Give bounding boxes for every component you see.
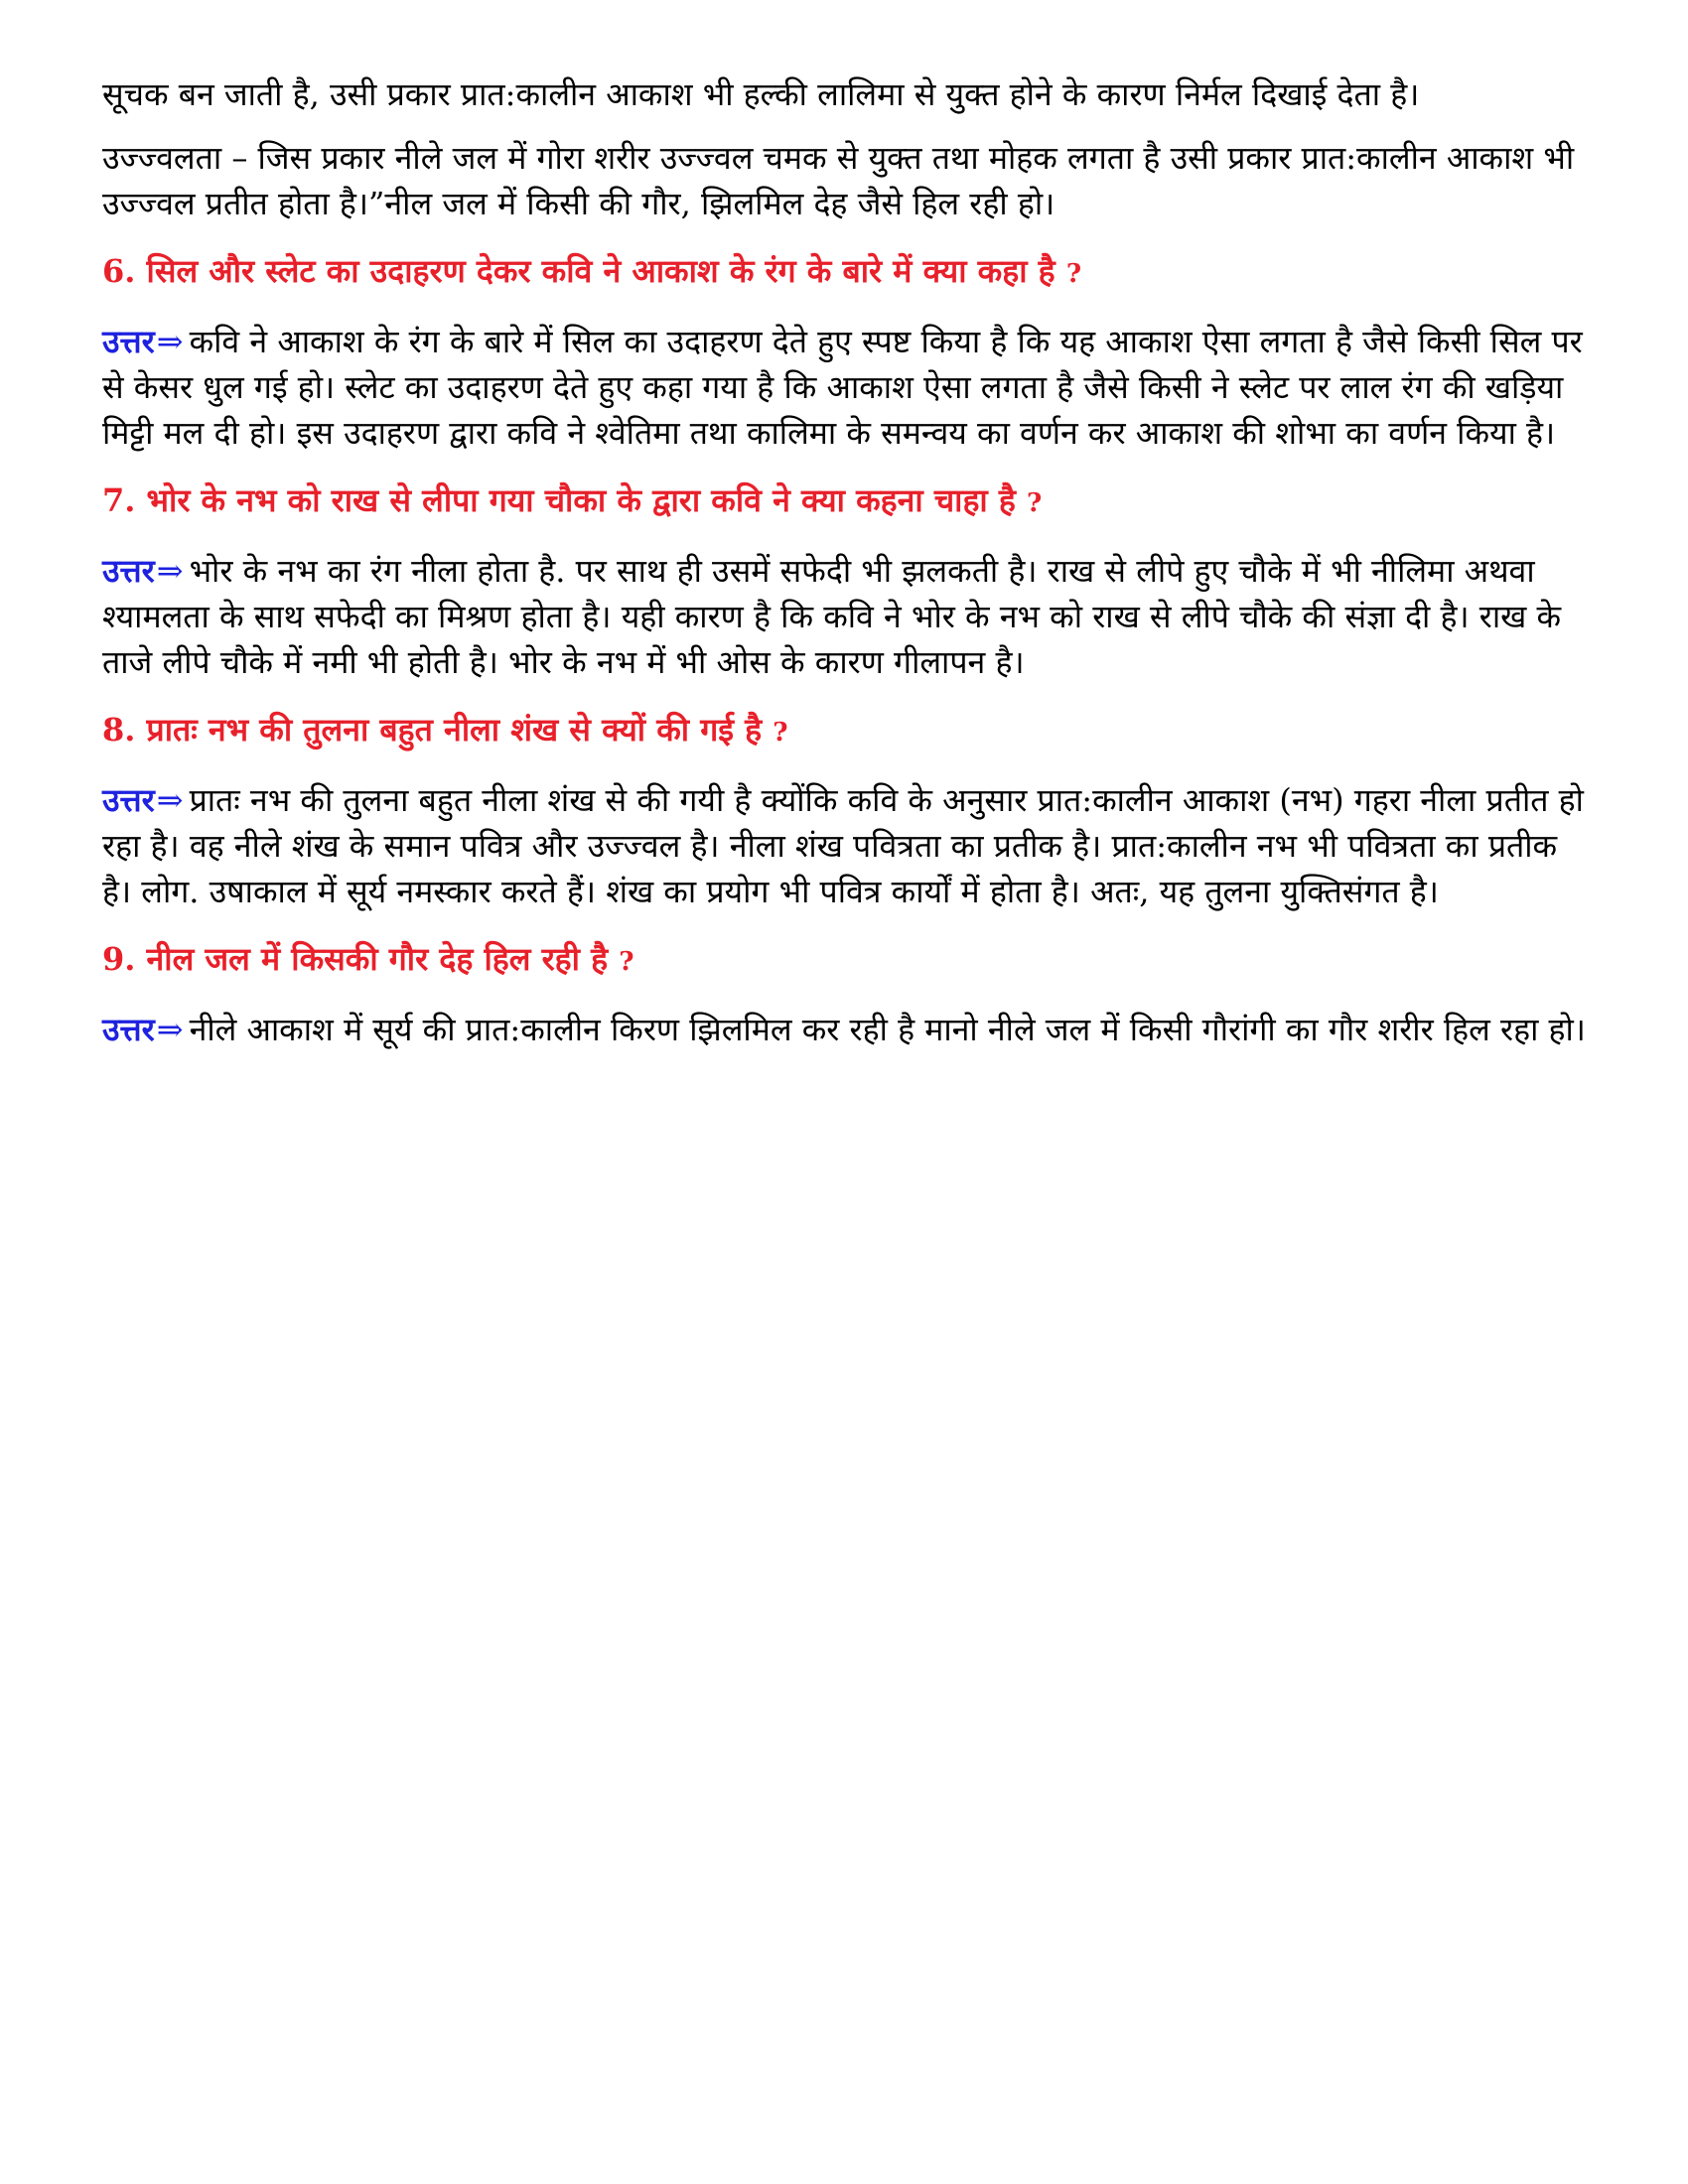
answer-8-text: प्रातः नभ की तुलना बहुत नीला शंख से की गयी है क्योंकि कवि के अनुसार प्रात:कालीन आकाश (नभ) गहरा नीला प्रतीत हो रहा है। वह नीले शंख के समान पवित्र और उज्ज्वल है। नीला शंख पवित्रता का प्रतीक है। प्रात:कालीन नभ भी पवित्रता का प्रतीक है। लोग. उषाकाल में सूर्य नमस्कार करते हैं। शंख का प्रयोग भी पवित्र कार्यों में होता है। अतः, यह तुलना युक्तिसंगत है। <box>102 781 1584 910</box>
answer-7-text: भोर के नभ का रंग नीला होता है. पर साथ ही उसमें सफेदी भी झलकती है। राख से लीपे हुए चौके में भी नीलिमा अथवा श्यामलता के साथ सफेदी का मिश्रण होता है। यही कारण है कि कवि ने भोर के नभ को राख से लीपे चौके की संज्ञा दी है। राख के ताजे लीपे चौके में नमी भी होती है। भोर के नभ में भी ओस के कारण गीलापन है। <box>102 552 1562 681</box>
answer-9 <box>102 1007 1592 1052</box>
question-7 <box>102 478 1592 526</box>
qa-block-9 <box>102 936 1592 1052</box>
question-6 <box>102 248 1592 297</box>
document-page <box>102 71 1592 1070</box>
question-9-text: 9. नील जल में किसकी गौर देह हिल रही है <box>102 940 609 978</box>
question-mark: ? <box>1027 488 1043 518</box>
question-mark: ? <box>773 718 788 748</box>
intro-paragraph-1: सूचक बन जाती है, उसी प्रकार प्रात:कालीन आकाश भी हल्की लालिमा से युक्त होने के कारण निर्मल दिखाई देता है। <box>102 75 1420 113</box>
answer-label: उत्तर <box>102 323 155 360</box>
answer-label: उत्तर <box>102 781 155 819</box>
question-8 <box>102 707 1592 755</box>
question-9 <box>102 936 1592 985</box>
qa-block-8 <box>102 707 1592 914</box>
question-mark: ? <box>619 947 634 977</box>
double-arrow-icon: ⇒ <box>156 323 184 360</box>
answer-7 <box>102 548 1592 685</box>
answer-6-text: कवि ने आकाश के रंग के बारे में सिल का उदाहरण देते हुए स्पष्ट किया है कि यह आकाश ऐसा लगता है जैसे किसी सिल पर से केसर धुल गई हो। स्लेट का उदाहरण देते हुए कहा गया है कि आकाश ऐसा लगता है जैसे किसी ने स्लेट पर लाल रंग की खड़िया मिट्टी मल दी हो। इस उदाहरण द्वारा कवि ने श्वेतिमा तथा कालिमा के समन्वय का वर्णन कर आकाश की शोभा का वर्णन किया है। <box>102 323 1583 452</box>
double-arrow-icon: ⇒ <box>156 781 184 819</box>
question-6-text: 6. सिल और स्लेट का उदाहरण देकर कवि ने आकाश के रंग के बारे में क्या कहा है <box>102 252 1055 290</box>
answer-9-text: नीले आकाश में सूर्य की प्रात:कालीन किरण झिलमिल कर रही है मानो नीले जल में किसी गौरांगी का गौर शरीर हिल रहा हो। <box>189 1011 1586 1048</box>
answer-label: उत्तर <box>102 552 155 590</box>
question-7-text: 7. भोर के नभ को राख से लीपा गया चौका के द्वारा कवि ने क्या कहना चाहा है <box>102 481 1016 519</box>
intro-paragraph-2: उज्ज्वलता – जिस प्रकार नीले जल में गोरा शरीर उज्ज्वल चमक से युक्त तथा मोहक लगता है उसी प्रकार प्रात:कालीन आकाश भी उज्ज्वल प्रतीत होता है।”नील जल में किसी की गौर, झिलमिल देह जैसे हिल रही हो। <box>102 139 1575 222</box>
qa-block-7 <box>102 478 1592 685</box>
question-8-text: 8. प्रातः नभ की तुलना बहुत नीला शंख से क्यों की गई है <box>102 711 763 749</box>
double-arrow-icon: ⇒ <box>156 1011 184 1048</box>
qa-block-6 <box>102 248 1592 456</box>
double-arrow-icon: ⇒ <box>156 552 184 590</box>
answer-8 <box>102 777 1592 914</box>
answer-6 <box>102 319 1592 456</box>
question-mark: ? <box>1065 259 1082 289</box>
answer-label: उत्तर <box>102 1011 155 1048</box>
